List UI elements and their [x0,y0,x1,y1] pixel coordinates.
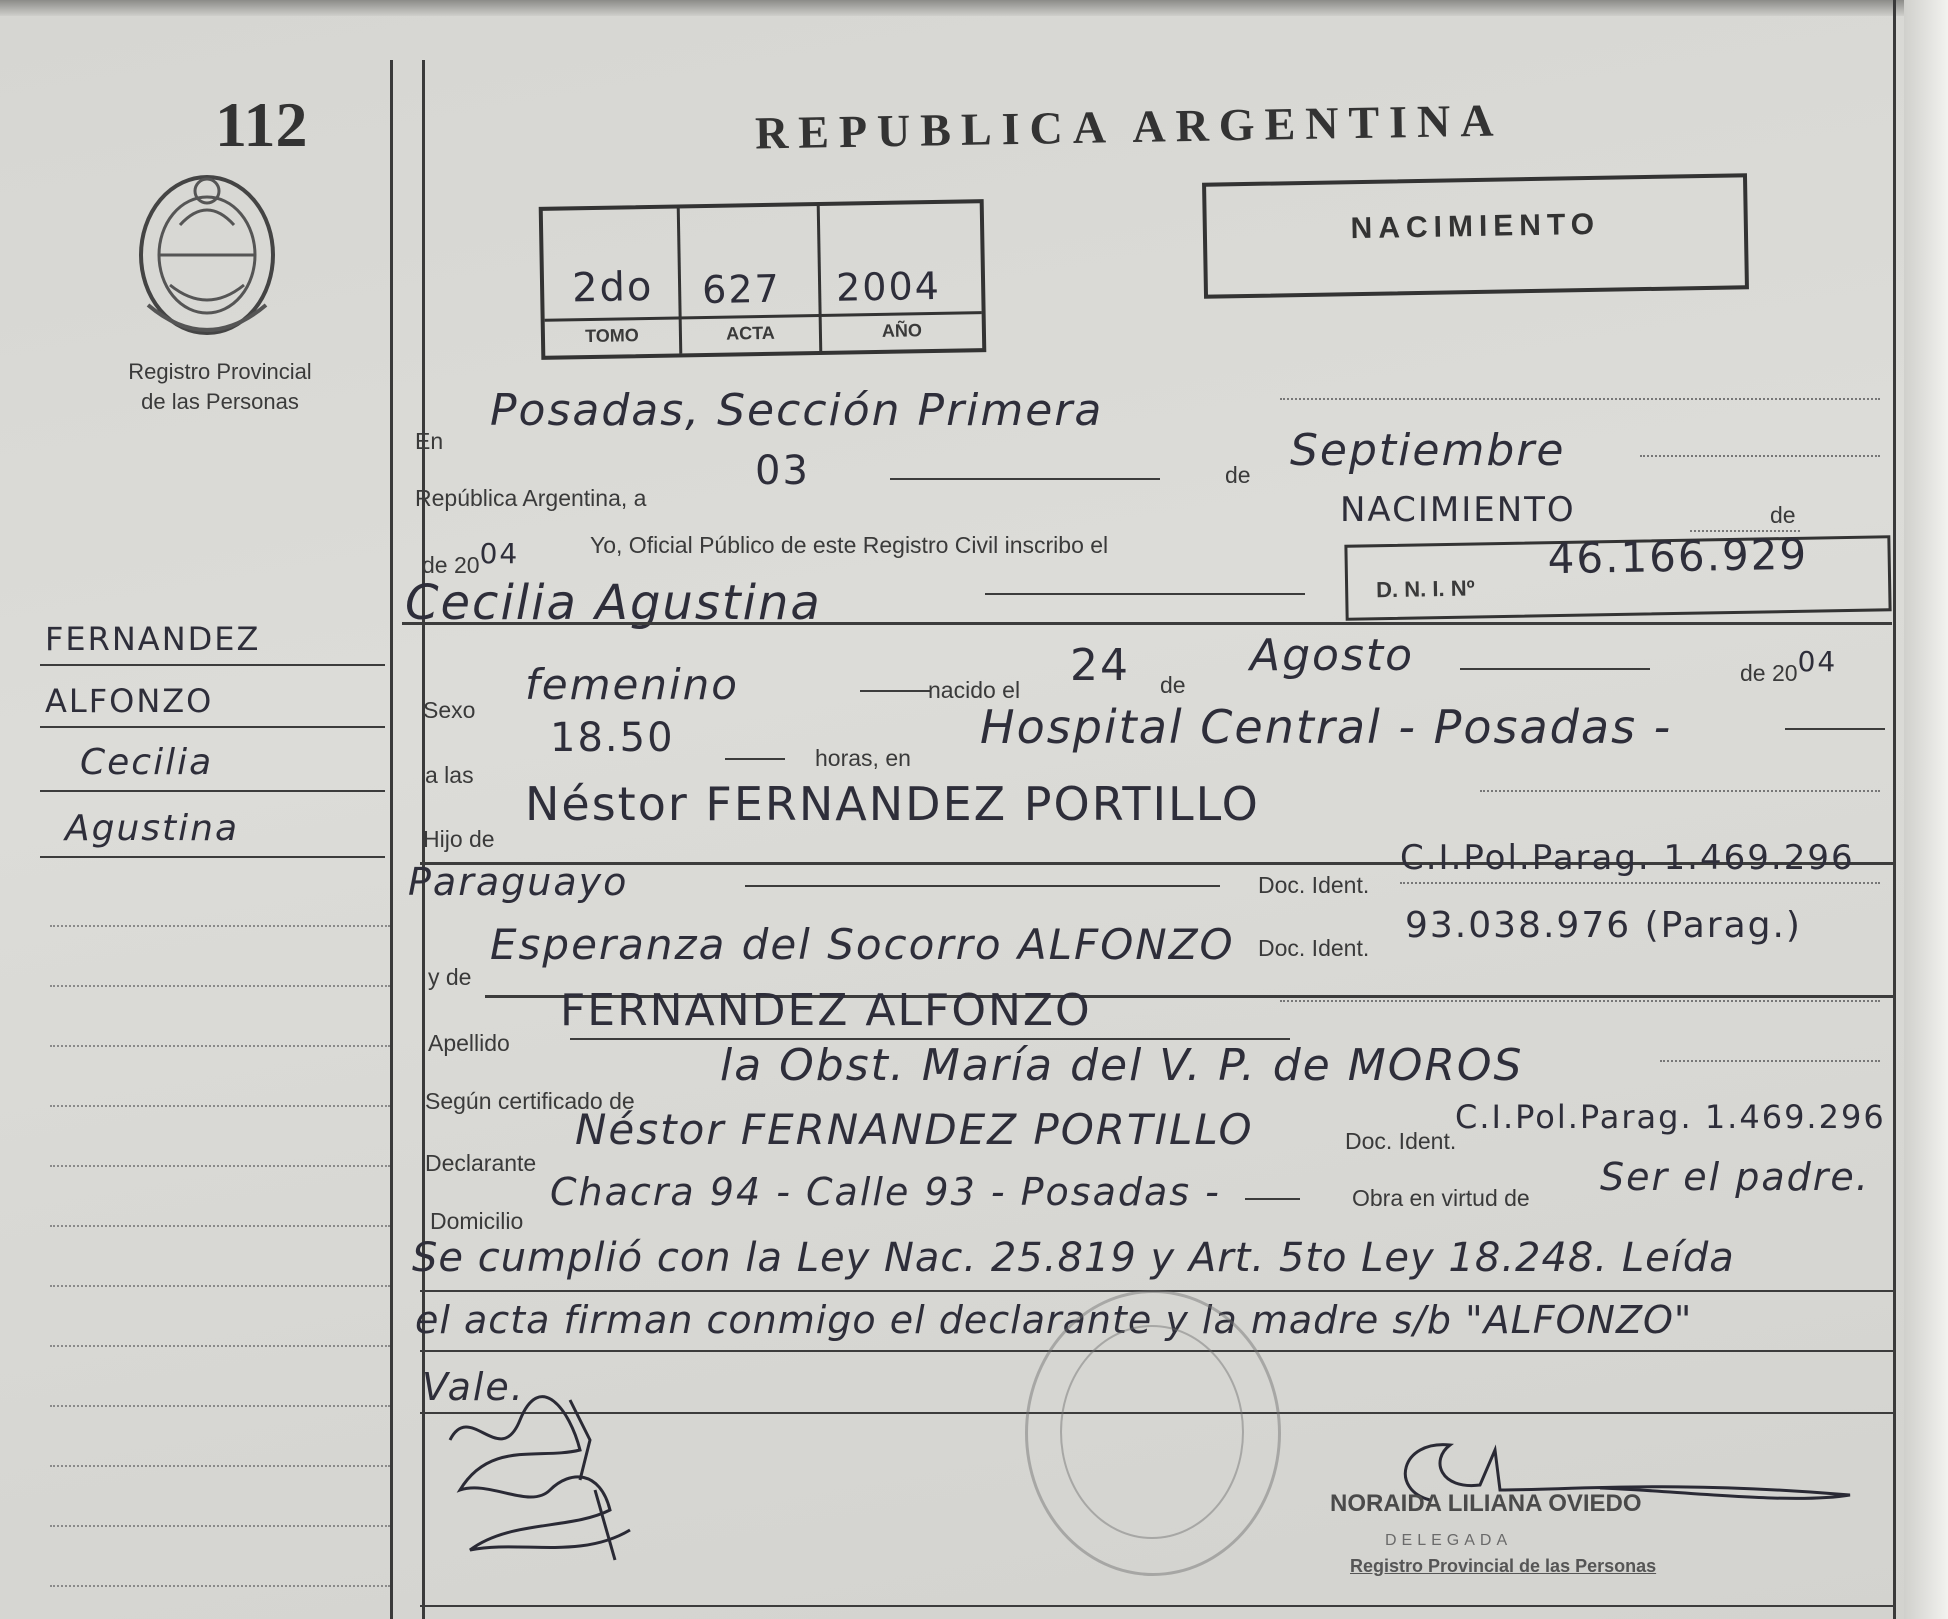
label-de2: de [1770,502,1796,528]
decl-doc-value: C.I.Pol.Parag. 1.469.296 [1455,1098,1886,1136]
father-nationality-value: Paraguayo [408,860,629,904]
country-title: REPUBLICA ARGENTINA [754,94,1504,159]
label-nacido: nacido el [928,677,1021,703]
official-stamp-inner [1060,1325,1244,1539]
observation-line-3: Vale. [422,1365,525,1409]
inscribe-type-value: NACIMIENTO [1340,490,1576,530]
fill-line [985,593,1305,595]
father-value: Néstor FERNANDEZ PORTILLO [525,777,1260,831]
obra-value: Ser el padre. [1600,1155,1870,1199]
ruled-line [420,1605,1895,1607]
label-sexo: Sexo [423,697,476,723]
month-value: Septiembre [1290,425,1566,476]
ano-value: 2004 [835,263,942,310]
official-name: NORAIDA LILIANA OVIEDO [1330,1490,1642,1517]
de-year2-label: de 20 [1740,660,1798,686]
birth-month-value: Agosto [1250,630,1415,681]
margin-name-3: Cecilia [80,742,214,783]
fill-line [1660,1060,1880,1062]
official-org: Registro Provincial de las Personas [1350,1556,1657,1576]
dni-value: 46.166.929 [1547,529,1809,584]
declarant-signature [430,1380,650,1580]
mother-doc-value: 93.038.976 (Parag.) [1405,905,1802,946]
observation-line-2: el acta firman conmigo el declarante y la madre s/b "ALFONZO" [415,1298,1693,1342]
fill-line [1640,455,1880,457]
day-value: 03 [755,448,810,494]
fill-line [1460,668,1650,670]
fill-line [1280,1000,1880,1002]
issuer-line2: de las Personas [141,389,299,414]
apellido-value: FERNANDEZ ALFONZO [560,985,1092,1036]
fill-line [1480,790,1880,792]
domicilio-value: Chacra 94 - Calle 93 - Posadas - [550,1170,1221,1214]
label-de3: de [1160,672,1186,698]
label-segun: Según certificado de [425,1088,635,1114]
label-decl-doc: Doc. Ident. [1345,1128,1457,1154]
birth-year-suffix: 04 [1797,645,1838,678]
label-apellido: Apellido [428,1030,510,1056]
dni-label: D. N. I. Nº [1375,575,1475,603]
margin-name-2: ALFONZO [45,682,214,720]
label-de: de [1225,462,1251,488]
label-y-de: y de [428,964,472,990]
label-domicilio: Domicilio [430,1208,524,1234]
doc-type-title: NACIMIENTO [1350,207,1601,246]
label-declarante: Declarante [425,1150,537,1176]
label-hijo: Hijo de [423,826,495,852]
label-obra: Obra en virtud de [1352,1185,1530,1211]
oficial-text: Yo, Oficial Público de este Registro Civil inscribo el [590,532,1109,558]
fill-line [860,690,930,692]
label-doc-ident: Doc. Ident. [1258,872,1370,898]
label-a-las: a las [425,762,474,788]
father-doc-value: C.I.Pol.Parag. 1.469.296 [1400,838,1855,878]
fill-line [1400,882,1880,884]
child-name-value: Cecilia Agustina [405,575,822,631]
tomo-value: 2do [571,263,654,312]
birth-day-value: 24 [1070,640,1130,691]
sexo-value: femenino [525,660,739,709]
ano-label: AÑO [881,320,923,341]
observation-line-1: Se cumplió con la Ley Nac. 25.819 y Art. 5to Ley 18.248. Leída [412,1235,1735,1281]
page-number: 112 [215,89,308,160]
fill-line [725,758,785,760]
birth-place-value: Hospital Central - Posadas - [980,700,1673,754]
acta-value: 627 [701,266,782,313]
label-de-year2 [1740,645,1838,688]
hour-value: 18.50 [550,715,675,761]
dni-box [1344,529,1891,621]
fill-line [890,478,1160,480]
tomo-label: TOMO [584,325,639,347]
fill-line [1245,1198,1300,1200]
certificado-value: la Obst. María del V. P. de MOROS [720,1040,1524,1091]
declarante-value: Néstor FERNANDEZ PORTILLO [575,1105,1254,1154]
year-suffix: 04 [479,537,520,570]
fill-line [1785,728,1885,730]
place-value: Posadas, Sección Primera [490,385,1104,436]
label-horas: horas, en [815,745,911,771]
de-year-label: de 20 [422,552,480,578]
fill-line [1280,398,1880,400]
mother-value: Esperanza del Socorro ALFONZO [490,920,1235,969]
official-role: DELEGADA [1385,1532,1513,1549]
section-divider [402,622,1892,625]
label-republica: República Argentina, a [415,485,647,511]
label-mother-doc: Doc. Ident. [1258,935,1370,961]
acta-label: ACTA [725,322,775,344]
label-en: En [415,428,444,454]
margin-name-1: FERNANDEZ [45,620,261,658]
fill-line [745,885,1220,887]
issuer-line1: Registro Provincial [128,359,312,384]
margin-name-4: Agustina [65,808,240,849]
